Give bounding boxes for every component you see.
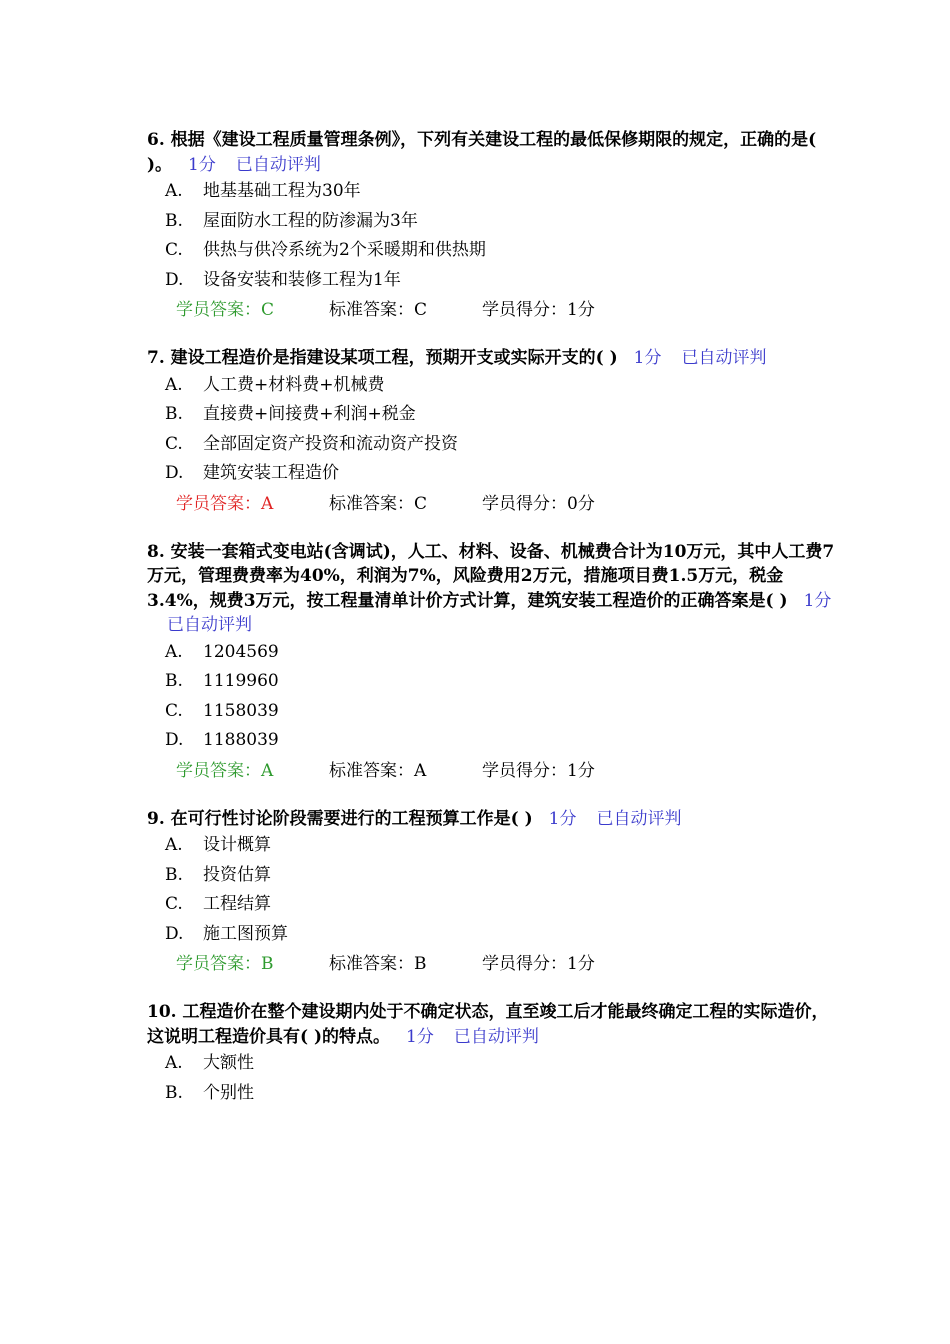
student-score: 学员得分：1分 — [482, 954, 595, 974]
option-key: D. — [165, 269, 184, 290]
question-7 — [147, 346, 837, 519]
option-key: B. — [165, 404, 183, 424]
option-text: 个别性 — [203, 1082, 254, 1103]
option-text: 1204569 — [203, 641, 279, 662]
question-text: 10. 工程造价在整个建设期内处于不确定状态，直至竣工后才能最终确定工程的实际造价，这说明工程造价具有( )的特点。 — [147, 1002, 829, 1047]
option-text: 人工费+材料费+机械费 — [203, 374, 385, 395]
option-d — [147, 726, 837, 756]
option-b — [147, 400, 837, 430]
option-d — [147, 920, 837, 950]
question-score: 1分 — [548, 808, 577, 829]
option-text: 设计概算 — [203, 835, 271, 855]
standard-answer: 标准答案：A — [329, 760, 427, 781]
student-answer: 学员答案：B — [176, 954, 274, 974]
option-c — [147, 890, 837, 920]
student-score: 学员得分：1分 — [482, 300, 595, 320]
option-key: A. — [165, 641, 183, 662]
option-key: A. — [165, 181, 183, 201]
option-key: C. — [165, 433, 183, 454]
question-text: 7. 建设工程造价是指建设某项工程，预期开支或实际开支的( ) — [147, 348, 618, 368]
option-text: 全部固定资产投资和流动资产投资 — [203, 433, 458, 454]
option-text: 直接费+间接费+利润+税金 — [203, 404, 416, 424]
student-score: 学员得分：1分 — [482, 760, 595, 781]
question-8 — [147, 540, 837, 786]
judge-status: 已自动评判 — [167, 615, 252, 635]
standard-answer: 标准答案：C — [329, 493, 428, 514]
option-key: B. — [165, 671, 183, 691]
option-key: D. — [165, 463, 184, 483]
option-text: 1158039 — [203, 700, 279, 721]
question-stem — [147, 807, 837, 832]
answer-row — [147, 756, 837, 786]
question-10 — [147, 1000, 837, 1108]
option-key: A. — [165, 1053, 183, 1073]
option-a — [147, 831, 837, 861]
option-key: B. — [165, 1082, 183, 1103]
option-key: A. — [165, 835, 183, 855]
option-key: A. — [165, 374, 183, 395]
option-key: D. — [165, 923, 184, 944]
judge-status: 已自动评判 — [453, 1026, 539, 1047]
student-answer: 学员答案：A — [176, 493, 274, 514]
option-b — [147, 861, 837, 891]
judge-status: 已自动评判 — [681, 348, 767, 368]
question-stem — [147, 1000, 837, 1049]
student-score: 学员得分：0分 — [482, 493, 595, 514]
option-a — [147, 638, 837, 668]
question-stem — [147, 540, 837, 638]
option-key: B. — [165, 864, 183, 885]
option-a — [147, 177, 837, 207]
judge-status: 已自动评判 — [235, 154, 321, 175]
option-text: 供热与供冷系统为2个采暖期和供热期 — [203, 240, 486, 260]
question-stem — [147, 346, 837, 371]
option-c — [147, 430, 837, 460]
question-list — [147, 128, 837, 1129]
option-a — [147, 371, 837, 401]
option-c — [147, 236, 837, 266]
option-text: 地基基础工程为30年 — [203, 181, 361, 201]
option-key: D. — [165, 730, 184, 750]
question-score: 1分 — [406, 1026, 434, 1047]
standard-answer: 标准答案：B — [329, 954, 427, 974]
option-key: C. — [165, 240, 183, 260]
answer-row — [147, 489, 837, 519]
question-6 — [147, 128, 837, 325]
option-text: 施工图预算 — [203, 923, 288, 944]
question-text: 9. 在可行性讨论阶段需要进行的工程预算工作是( ) — [147, 808, 533, 829]
question-score: 1分 — [188, 154, 216, 175]
question-9 — [147, 807, 837, 980]
judge-status: 已自动评判 — [596, 808, 682, 829]
option-text: 建筑安装工程造价 — [203, 463, 339, 483]
standard-answer: 标准答案：C — [329, 300, 428, 320]
option-b — [147, 1079, 837, 1109]
option-text: 设备安装和装修工程为1年 — [203, 269, 401, 290]
option-d — [147, 459, 837, 489]
answer-row — [147, 295, 837, 325]
option-c — [147, 697, 837, 727]
question-score: 1分 — [633, 348, 662, 368]
option-text: 屋面防水工程的防渗漏为3年 — [203, 210, 418, 231]
option-d — [147, 266, 837, 296]
question-stem — [147, 128, 837, 177]
option-key: B. — [165, 210, 183, 231]
answer-row — [147, 949, 837, 979]
option-text: 1188039 — [203, 730, 279, 750]
option-text: 投资估算 — [203, 864, 271, 885]
option-b — [147, 667, 837, 697]
question-text: 6. 根据《建设工程质量管理条例》，下列有关建设工程的最低保修期限的规定，正确的是( )。 — [147, 130, 817, 175]
option-a — [147, 1049, 837, 1079]
question-text: 8. 安装一套箱式变电站(含调试)，人工、材料、设备、机械费合计为10万元，其中人工费7万元，管理费费率为40%，利润为7%，风险费用2万元，措施项目费1.5万元，税金3.4%，规费3万元，按工程量清单计价方式计算，建筑安装工程造价的正确答案是( ) — [147, 541, 835, 611]
option-b — [147, 207, 837, 237]
option-text: 1119960 — [203, 671, 279, 691]
student-answer: 学员答案：A — [176, 760, 274, 781]
question-score: 1分 — [803, 590, 832, 611]
option-key: C. — [165, 894, 183, 914]
student-answer: 学员答案：C — [176, 300, 275, 320]
option-text: 大额性 — [203, 1053, 254, 1073]
option-key: C. — [165, 700, 183, 721]
option-text: 工程结算 — [203, 894, 271, 914]
